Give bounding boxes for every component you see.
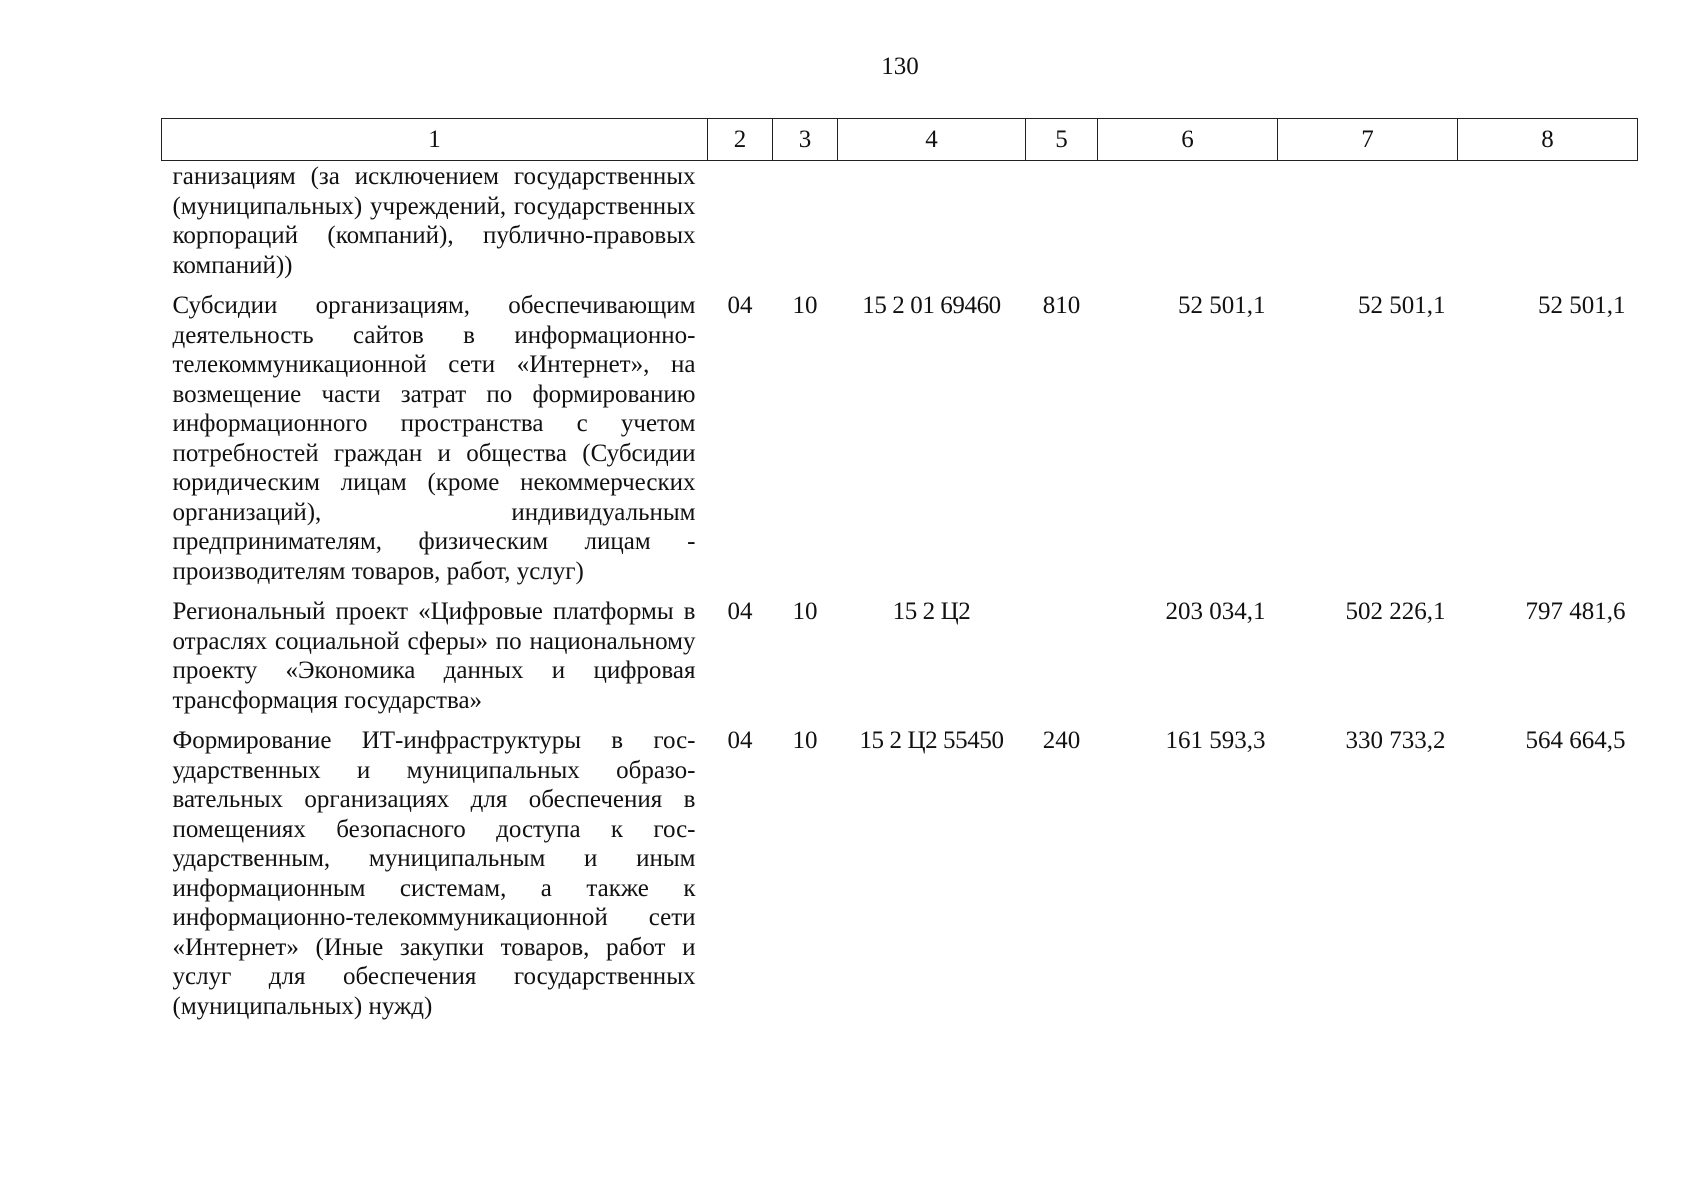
row-amount-year-1: 203 034,1 xyxy=(1165,598,1266,625)
row-target-article: 15 2 Ц2 xyxy=(892,598,971,625)
row-section-code: 04 xyxy=(727,292,753,319)
table-row xyxy=(162,291,1638,597)
column-header-4: 4 xyxy=(838,119,1026,161)
column-header-3: 3 xyxy=(773,119,838,161)
column-header-2: 2 xyxy=(708,119,773,161)
row-amount-year-3 xyxy=(1458,161,1638,292)
table-row xyxy=(162,161,1638,292)
table-row xyxy=(162,726,1638,1032)
row-amount-year-2: 502 226,1 xyxy=(1345,598,1446,625)
row-amount-year-1: 161 593,3 xyxy=(1165,727,1266,754)
row-description: Формирование ИТ-инфраструктуры в государственных и муниципальных образовательных организациях для обеспечения в помещениях безопасного доступа к государственным, муниципальным и иным информационным системам, а также к информационно-телекоммуникационной сети «Интернет» (Иные закупки товаров, работ и услуг для обеспечения государственных (муниципальных) нужд) xyxy=(172,727,696,1020)
row-expense-type xyxy=(1026,597,1098,726)
row-expense-type xyxy=(1026,161,1098,292)
column-header-6: 6 xyxy=(1098,119,1278,161)
row-amount-year-2: 330 733,2 xyxy=(1345,727,1446,754)
row-description: Региональный проект «Цифровые платформы в отраслях социальной сферы» по национальному проекту «Экономика данных и цифровая трансформация государства» xyxy=(172,598,696,714)
row-description: ганизациям (за исключением государственных (муниципальных) учреждений, государственных корпораций (компаний), публично-правовых компаний)) xyxy=(172,163,696,279)
row-amount-year-1: 52 501,1 xyxy=(1178,292,1266,319)
row-target-article xyxy=(838,161,1026,292)
budget-table xyxy=(161,118,1638,1032)
row-target-article: 15 2 Ц2 55450 xyxy=(859,727,1004,754)
row-subsection-code: 10 xyxy=(792,598,818,625)
row-subsection-code: 10 xyxy=(792,727,818,754)
row-amount-year-3: 797 481,6 xyxy=(1525,598,1626,625)
row-section-code: 04 xyxy=(727,727,753,754)
column-header-8: 8 xyxy=(1458,119,1638,161)
row-target-article: 15 2 01 69460 xyxy=(862,292,1001,319)
column-header-7: 7 xyxy=(1278,119,1458,161)
row-amount-year-3: 564 664,5 xyxy=(1525,727,1626,754)
column-header-5: 5 xyxy=(1026,119,1098,161)
row-expense-type: 810 xyxy=(1042,292,1081,319)
row-section-code xyxy=(708,161,773,292)
row-amount-year-2: 52 501,1 xyxy=(1358,292,1446,319)
row-amount-year-1 xyxy=(1098,161,1278,292)
column-header-1: 1 xyxy=(162,119,708,161)
row-description: Субсидии организациям, обеспечивающим деятельность сайтов в информационно-телекоммуникационной сети «Интернет», на возмещение части затрат по формированию информационного пространства с учетом потребностей граждан и общества (Субсидии юридическим лицам (кроме некоммерческих организаций), индивидуальным предпринимателям, физическим лицам - производителям товаров, работ, услуг) xyxy=(172,292,696,585)
row-subsection-code xyxy=(773,161,838,292)
table-row xyxy=(162,597,1638,726)
row-section-code: 04 xyxy=(727,598,753,625)
page-number: 130 xyxy=(881,53,919,80)
row-expense-type: 240 xyxy=(1042,727,1081,754)
row-amount-year-2 xyxy=(1278,161,1458,292)
row-amount-year-3: 52 501,1 xyxy=(1538,292,1626,319)
column-number-row xyxy=(162,119,1638,161)
row-subsection-code: 10 xyxy=(792,292,818,319)
